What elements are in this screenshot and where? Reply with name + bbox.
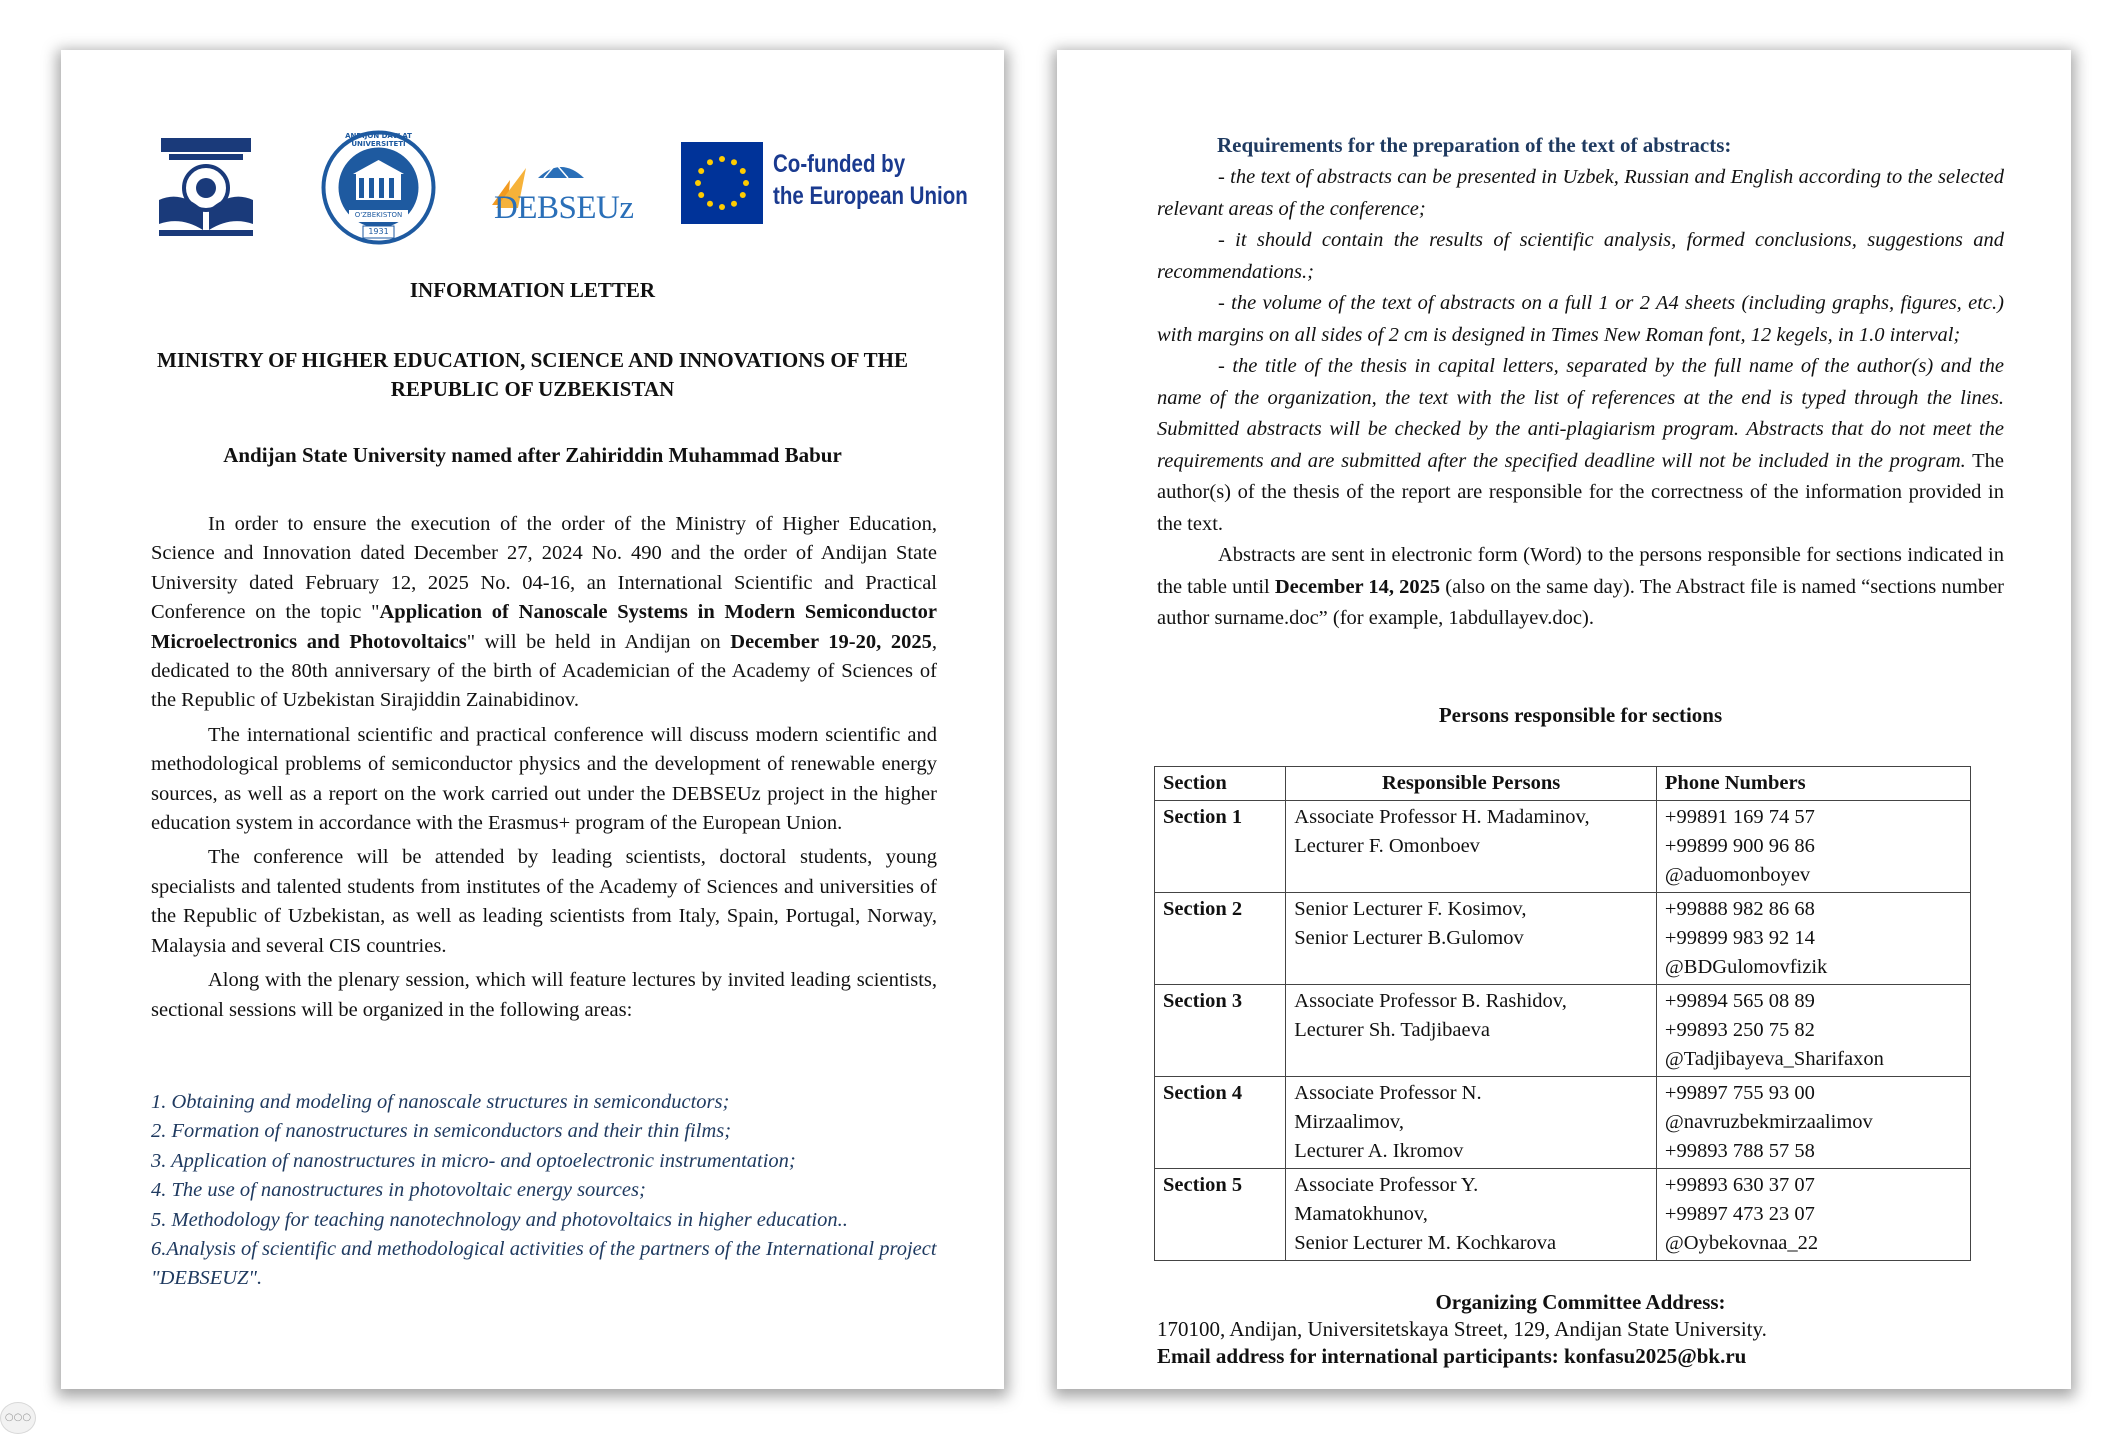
persons-cell: Associate Professor B. Rashidov, Lecturer Sh. Tadjibaeva [1286, 985, 1657, 1077]
document-page-left [61, 50, 1004, 1389]
list-item: 4. The use of nanostructures in photovoltaic energy sources; [151, 1179, 646, 1202]
intro-body [151, 510, 937, 1030]
section-cell: Section 3 [1155, 985, 1286, 1077]
list-item: 5. Methodology for teaching nanotechnology and photovoltaics in higher education.. [151, 1208, 848, 1231]
ministry-heading: MINISTRY OF HIGHER EDUCATION, SCIENCE AND INNOVATIONS OF THE REPUBLIC OF UZBEKISTAN [157, 348, 908, 401]
persons-cell: Associate Professor H. Madaminov, Lecturer F. Omonboev [1286, 801, 1657, 893]
intro-paragraph-2: The international scientific and practical conference will discuss modern scientific and methodological problems of semiconductor physics and the development of renewable energy sources, as well as a report on the work carried out under the DEBSEUz project in the higher education system in accordance with the Erasmus+ program of the European Union. [151, 723, 937, 835]
phones-cell: +99888 982 86 68 +99899 983 92 14 @BDGulomovfizik [1656, 893, 1970, 985]
organizing-committee-address: 170100, Andijan, Universitetskaya Street, 129, Andijan State University. [1157, 1317, 1767, 1341]
seal-country-text: O'ZBEKISTON [354, 211, 403, 219]
table-row [1155, 801, 1971, 893]
header-responsible-persons: Responsible Persons [1286, 767, 1657, 801]
requirement-item: - the volume of the text of abstracts on a full 1 or 2 A4 sheets (including graphs, figures, etc.) with margins on all sides of 2 cm is designed in Times New Roman font, 12 kegels, in 1.0 interval; [1157, 292, 2004, 346]
submission-paragraph: Abstracts are sent in electronic form (Word) to the persons responsible for sections indicated in the table until December 14, 2025 (also on the same day). The Abstract file is named “sections number author surname.doc” (for example, 1abdullayev.doc). [1157, 544, 2004, 629]
phones-cell: +99891 169 74 57 +99899 900 96 86 @aduomonboyev [1656, 801, 1970, 893]
requirements-heading: Requirements for the preparation of the text of abstracts: [1217, 133, 1732, 157]
list-item: 6.Analysis of scientific and methodological activities of the partners of the International project "DEBSEUZ". [151, 1238, 937, 1290]
persons-responsible-title: Persons responsible for sections [1438, 703, 1723, 727]
intro-paragraph-1: In order to ensure the execution of the order of the Ministry of Higher Education, Science and Innovation dated December 27, 2024 No. 490 and the order of Andijan State University dated February 12, 2025 No. 04-16, an International Scientific and Practical Conference on the topic "Application of Nanoscale Systems in Modern Semiconductor Microelectronics and Photovoltaics" will be held in Andijan on December 19-20, 2025, dedicated to the 80th anniversary of the birth of Academician of the Academy of Sciences of the Republic of Uzbekistan Sirajiddin Zainabidinov. [151, 513, 938, 712]
debseuz-logo [486, 150, 636, 230]
requirements-body [1157, 162, 2004, 635]
ministry-emblem-logo [151, 130, 261, 240]
table-row [1155, 1169, 1971, 1261]
header-phone-numbers: Phone Numbers [1656, 767, 1970, 801]
phones-cell: +99897 755 93 00 @navruzbekmirzaalimov +99893 788 57 58 [1656, 1077, 1970, 1169]
phones-cell: +99893 630 37 07 +99897 473 23 07 @Oybekovnaa_22 [1656, 1169, 1970, 1261]
logo-row [151, 130, 968, 300]
sections-table [1154, 766, 1971, 1261]
header-section: Section [1155, 767, 1286, 801]
section-cell: Section 2 [1155, 893, 1286, 985]
phones-cell: +99894 565 08 89 +99893 250 75 82 @Tadjibayeva_Sharifaxon [1656, 985, 1970, 1077]
email-address-line: Email address for international participants: konfasu2025@bk.ru [1157, 1344, 1747, 1368]
list-item: 1. Obtaining and modeling of nanoscale structures in semiconductors; [151, 1091, 730, 1113]
organizing-committee-address-title: Organizing Committee Address: [1435, 1290, 1726, 1314]
table-row [1155, 1077, 1971, 1169]
intro-paragraph-3: The conference will be attended by leading scientists, doctoral students, young specialists and talented students from institutes of the Academy of Sciences and universities of the Republic of Uzbekistan, as well as leading scientists from Italy, Spain, Portugal, Norway, Malaysia and several CIS countries. [151, 846, 937, 957]
corner-badge: ○○○ [0, 1402, 36, 1434]
persons-cell: Associate Professor Y. Mamatokhunov, Senior Lecturer M. Kochkarova [1286, 1169, 1657, 1261]
seal-arc-text: ANDIJON DAVLAT UNIVERSITETI [345, 132, 412, 148]
section-cell: Section 1 [1155, 801, 1286, 893]
persons-cell: Associate Professor N. Mirzaalimov, Lecturer A. Ikromov [1286, 1077, 1657, 1169]
requirement-item: - the title of the thesis in capital letters, separated by the full name of the author(s) and the name of the organization, the text with the list of references at the end is typed through the lines. Submitted abstracts will be checked by the anti-plagiarism program. Abstracts that do not meet the requirements and are submitted after the specified deadline will not be included in the program. The author(s) of the thesis of the report are responsible for the correctness of the information provided in the text. [1157, 355, 2004, 535]
persons-cell: Senior Lecturer F. Kosimov, Senior Lecturer B.Gulomov [1286, 893, 1657, 985]
conference-topic: Application of Nanoscale Systems in Modern Semiconductor Microelectronics and Photovoltaics [151, 601, 938, 653]
debseuz-wordmark: DEBSEUz [494, 190, 634, 226]
conference-areas-list [151, 1088, 937, 1294]
eu-cofunded-logo [681, 142, 968, 224]
table-row [1155, 893, 1971, 985]
eu-text-line1: Co-funded by [773, 150, 906, 178]
requirement-item: - it should contain the results of scientific analysis, formed conclusions, suggestions and recommendations.; [1157, 229, 2004, 283]
seal-year-text: 1931 [368, 227, 389, 236]
document-page-right [1057, 50, 2071, 1389]
section-cell: Section 5 [1155, 1169, 1286, 1261]
table-row [1155, 985, 1971, 1077]
list-item: 3. Application of nanostructures in micro- and optoelectronic instrumentation; [151, 1149, 796, 1172]
section-cell: Section 4 [1155, 1077, 1286, 1169]
information-letter-title: INFORMATION LETTER [409, 278, 656, 302]
eu-flag-icon [681, 142, 763, 224]
intro-paragraph-4: Along with the plenary session, which will feature lectures by invited leading scientists, sectional sessions will be organized in the following areas: [151, 969, 937, 1021]
eu-cofunded-text [773, 148, 968, 212]
requirement-item: - the text of abstracts can be presented in Uzbek, Russian and English according to the selected relevant areas of the conference; [1157, 166, 2004, 220]
list-item: 2. Formation of nanostructures in semiconductors and their thin films; [151, 1120, 732, 1143]
submission-deadline: December 14, 2025 [1274, 575, 1441, 598]
university-heading: Andijan State University named after Zahiriddin Muhammad Babur [223, 443, 842, 467]
andijan-university-seal-logo [321, 130, 436, 245]
table-header-row [1155, 767, 1971, 801]
conference-date: December 19-20, 2025 [730, 630, 932, 653]
eu-text-line2: the European Union [773, 182, 968, 210]
